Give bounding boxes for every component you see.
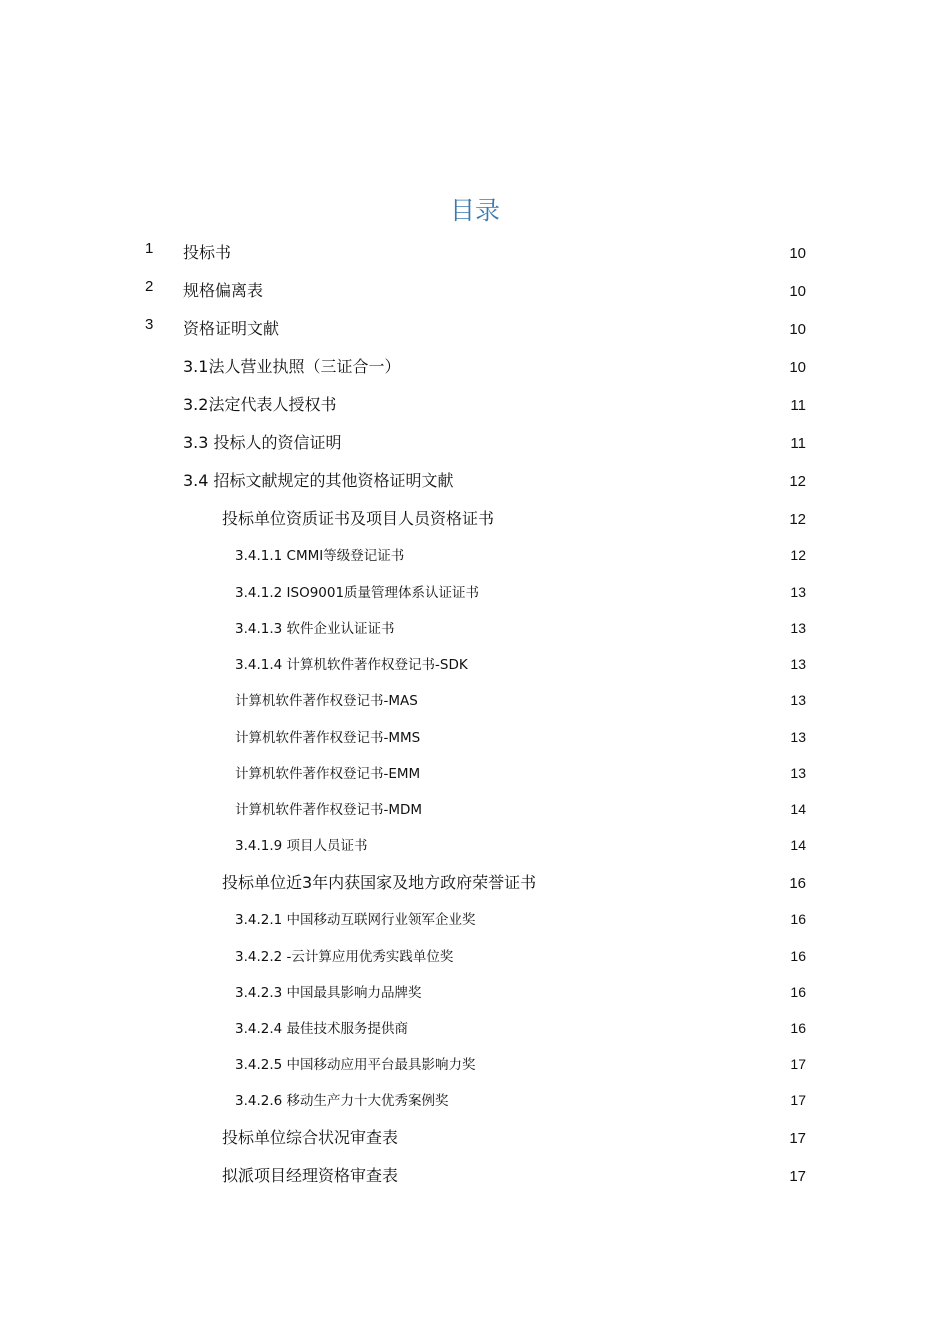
- toc-entry[interactable]: [0, 834, 806, 854]
- toc-entry-label: 3.3 投标人的资信证明: [183, 432, 342, 452]
- toc-entry-label: 3.4.1.9 项目人员证书: [235, 838, 368, 854]
- toc-entry-page: 16: [790, 948, 806, 964]
- toc-entry-page: 17: [790, 1056, 806, 1072]
- toc-entry-page: 17: [789, 1167, 806, 1185]
- toc-entry[interactable]: [0, 430, 806, 453]
- toc-entry-page: 16: [790, 911, 806, 927]
- toc-entry[interactable]: [0, 354, 806, 377]
- toc-entry-page: 16: [790, 1020, 806, 1036]
- toc-entry-label: 3.2法定代表人授权书: [183, 394, 337, 414]
- toc-entry[interactable]: [0, 1125, 806, 1148]
- toc-entry-label: 投标单位综合状况审查表: [222, 1127, 399, 1147]
- toc-entry[interactable]: [0, 468, 806, 491]
- toc-entry-page: 12: [790, 547, 806, 563]
- toc-entry-page: 10: [789, 358, 806, 376]
- toc-entry-page: 13: [790, 584, 806, 600]
- toc-entry-page: 14: [790, 837, 806, 853]
- toc-entry[interactable]: [0, 544, 806, 564]
- toc-entry-page: 13: [790, 765, 806, 781]
- toc-entry-page: 17: [789, 1129, 806, 1147]
- toc-entry-label: 3.4.1.4 计算机软件著作权登记书-SDK: [235, 657, 468, 673]
- toc-entry[interactable]: [0, 240, 806, 263]
- toc-entry-label: 计算机软件著作权登记书-EMM: [235, 766, 421, 782]
- toc-entry-page: 12: [789, 510, 806, 528]
- toc-entry[interactable]: [0, 581, 806, 601]
- toc-entry-page: 16: [790, 984, 806, 1000]
- toc-entry-page: 13: [790, 729, 806, 745]
- toc-entry-page: 10: [789, 244, 806, 262]
- toc-entry[interactable]: [0, 316, 806, 339]
- toc-entry[interactable]: [0, 908, 806, 928]
- toc-entry[interactable]: [0, 617, 806, 637]
- toc-entry-page: 12: [789, 472, 806, 490]
- toc-entry-page: 11: [790, 396, 806, 414]
- toc-entry-number: 2: [145, 277, 154, 295]
- toc-entry-page: 13: [790, 620, 806, 636]
- toc-entry-label: 规格偏离表: [183, 280, 264, 300]
- toc-entry-number: 3: [145, 315, 154, 333]
- toc-entry[interactable]: [0, 981, 806, 1001]
- toc-entry-label: 3.4.1.1 CMMI等级登记证书: [235, 548, 405, 564]
- toc-entry-label: 3.4.2.5 中国移动应用平台最具影响力奖: [235, 1057, 476, 1073]
- toc-entry-page: 16: [789, 874, 806, 892]
- toc-entry[interactable]: [0, 945, 806, 965]
- toc-entry-label: 计算机软件著作权登记书-MMS: [235, 730, 421, 746]
- toc-entry-label: 投标书: [183, 242, 232, 262]
- toc-entry[interactable]: [0, 1163, 806, 1186]
- toc-entry-label: 3.4.2.2 -云计算应用优秀实践单位奖: [235, 949, 454, 965]
- toc-entry[interactable]: [0, 1053, 806, 1073]
- toc-entry[interactable]: [0, 653, 806, 673]
- toc-entry[interactable]: [0, 392, 806, 415]
- toc-entry-label: 3.4.2.4 最佳技术服务提供商: [235, 1021, 409, 1037]
- toc-entry-label: 3.4.2.3 中国最具影响力品牌奖: [235, 985, 422, 1001]
- toc-entry-label: 资格证明文献: [183, 318, 280, 338]
- toc-entry-label: 3.4.1.2 ISO9001质量管理体系认证证书: [235, 585, 480, 601]
- toc-entry-page: 17: [790, 1092, 806, 1108]
- toc-entry[interactable]: [0, 762, 806, 782]
- toc-entry[interactable]: [0, 726, 806, 746]
- toc-entry-label: 投标单位资质证书及项目人员资格证书: [222, 508, 495, 528]
- toc-entry-label: 拟派项目经理资格审查表: [222, 1165, 399, 1185]
- toc-entry-label: 3.1法人营业执照（三证合一）: [183, 356, 401, 376]
- toc-title: 目录: [449, 196, 500, 225]
- toc-entry[interactable]: [0, 1017, 806, 1037]
- toc-entry[interactable]: [0, 278, 806, 301]
- toc-entry-page: 11: [790, 434, 806, 452]
- toc-entry[interactable]: [0, 798, 806, 818]
- toc-entry-page: 13: [790, 656, 806, 672]
- toc-entry-label: 3.4 招标文献规定的其他资格证明文献: [183, 470, 454, 490]
- toc-entry-label: 3.4.2.6 移动生产力十大优秀案例奖: [235, 1093, 449, 1109]
- toc-entry-number: 1: [145, 239, 154, 257]
- toc-entry[interactable]: [0, 870, 806, 893]
- toc-entry-label: 3.4.2.1 中国移动互联网行业领军企业奖: [235, 912, 476, 928]
- toc-entry-page: 10: [789, 320, 806, 338]
- toc-entry-label: 3.4.1.3 软件企业认证证书: [235, 621, 395, 637]
- toc-entry-page: 10: [789, 282, 806, 300]
- toc-entry[interactable]: [0, 689, 806, 709]
- toc-entry-label: 投标单位近3年内获国家及地方政府荣誉证书: [222, 872, 537, 892]
- toc-entry-label: 计算机软件著作权登记书-MAS: [235, 693, 418, 709]
- toc-entry-page: 13: [790, 692, 806, 708]
- toc-entry[interactable]: [0, 506, 806, 529]
- toc-entry[interactable]: [0, 1089, 806, 1109]
- toc-entry-page: 14: [790, 801, 806, 817]
- toc-entry-label: 计算机软件著作权登记书-MDM: [235, 802, 423, 818]
